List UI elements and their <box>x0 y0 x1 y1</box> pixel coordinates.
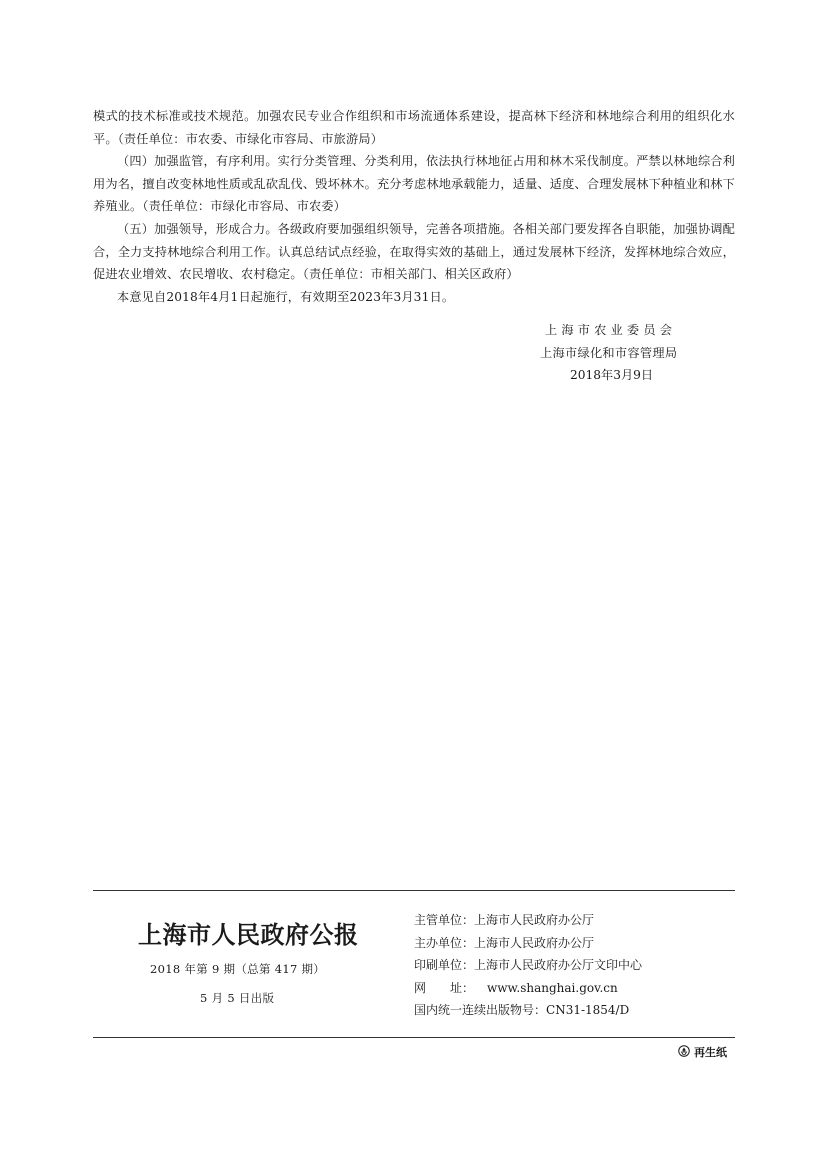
paragraph-effective-date: 本意见自2018年4月1日起施行，有效期至2023年3月31日。 <box>117 289 455 304</box>
masthead-issue: 2018 年第 9 期（总第 417 期） <box>150 962 326 976</box>
paragraph-continuation: 模式的技术标准或技术规范。加强农民专业合作组织和市场流通体系建设，提高林下经济和林地综合利用的组织化水平。（责任单位：市农委、市绿化市容局、市旅游局） <box>93 109 735 146</box>
signature-org-greening: 上海市绿化和市容管理局 <box>540 345 678 360</box>
masthead-title: 上海市人民政府公报 <box>138 920 359 949</box>
pubinfo-printer-value: 上海市人民政府办公厅文印中心 <box>474 958 643 972</box>
recycle-icon <box>678 1045 690 1060</box>
pubinfo-host-label: 主办单位： <box>414 935 475 950</box>
pubinfo-serial-value: CN31-1854/D <box>546 1003 630 1017</box>
recycled-paper-mark <box>678 1044 727 1060</box>
publication-info <box>414 909 642 1022</box>
masthead-publish-date: 5 月 5 日出版 <box>200 991 275 1005</box>
signature-block <box>540 319 740 387</box>
pubinfo-sponsor <box>414 909 642 932</box>
pubinfo-sponsor-value: 上海市人民政府办公厅 <box>474 913 595 927</box>
footer-divider-bottom <box>93 1037 735 1038</box>
pubinfo-website-link[interactable]: www.shanghai.gov.cn <box>487 980 618 995</box>
pubinfo-serial <box>414 999 642 1022</box>
signature-org-agriculture: 上海市农业委员会 <box>545 323 677 337</box>
pubinfo-host-value: 上海市人民政府办公厅 <box>474 935 595 950</box>
footer-divider-top <box>93 890 735 891</box>
recycled-paper-label: 再生纸 <box>694 1046 727 1059</box>
pubinfo-printer-label: 印刷单位： <box>414 958 475 972</box>
pubinfo-website <box>414 977 642 1000</box>
pubinfo-printer <box>414 954 642 977</box>
pubinfo-serial-label: 国内统一连续出版物号： <box>414 1003 547 1017</box>
pubinfo-host <box>414 932 642 955</box>
signature-date: 2018年3月9日 <box>570 368 654 383</box>
paragraph-five: （五）加强领导，形成合力。各级政府要加强组织领导，完善各项措施。各相关部门要发挥各自职能，加强协调配合，全力支持林地综合利用工作。认真总结试点经验，在取得实效的基础上，通过发展林下经济，发挥林地综合效应，促进农业增效、农民增收、农村稳定。（责任单位：市相关部门、相关区政府） <box>93 221 735 282</box>
pubinfo-website-label: 网 址： <box>414 980 475 995</box>
pubinfo-sponsor-label: 主管单位： <box>414 913 475 927</box>
body-text <box>93 105 735 308</box>
paragraph-four: （四）加强监管，有序利用。实行分类管理、分类利用，依法执行林地征占用和林木采伐制度。严禁以林地综合利用为名，擅自改变林地性质或乱砍乱伐、毁坏林木。充分考虑林地承载能力，适量、适度、合理发展林下种植业和林下养殖业。（责任单位：市绿化市容局、市农委） <box>93 154 735 214</box>
